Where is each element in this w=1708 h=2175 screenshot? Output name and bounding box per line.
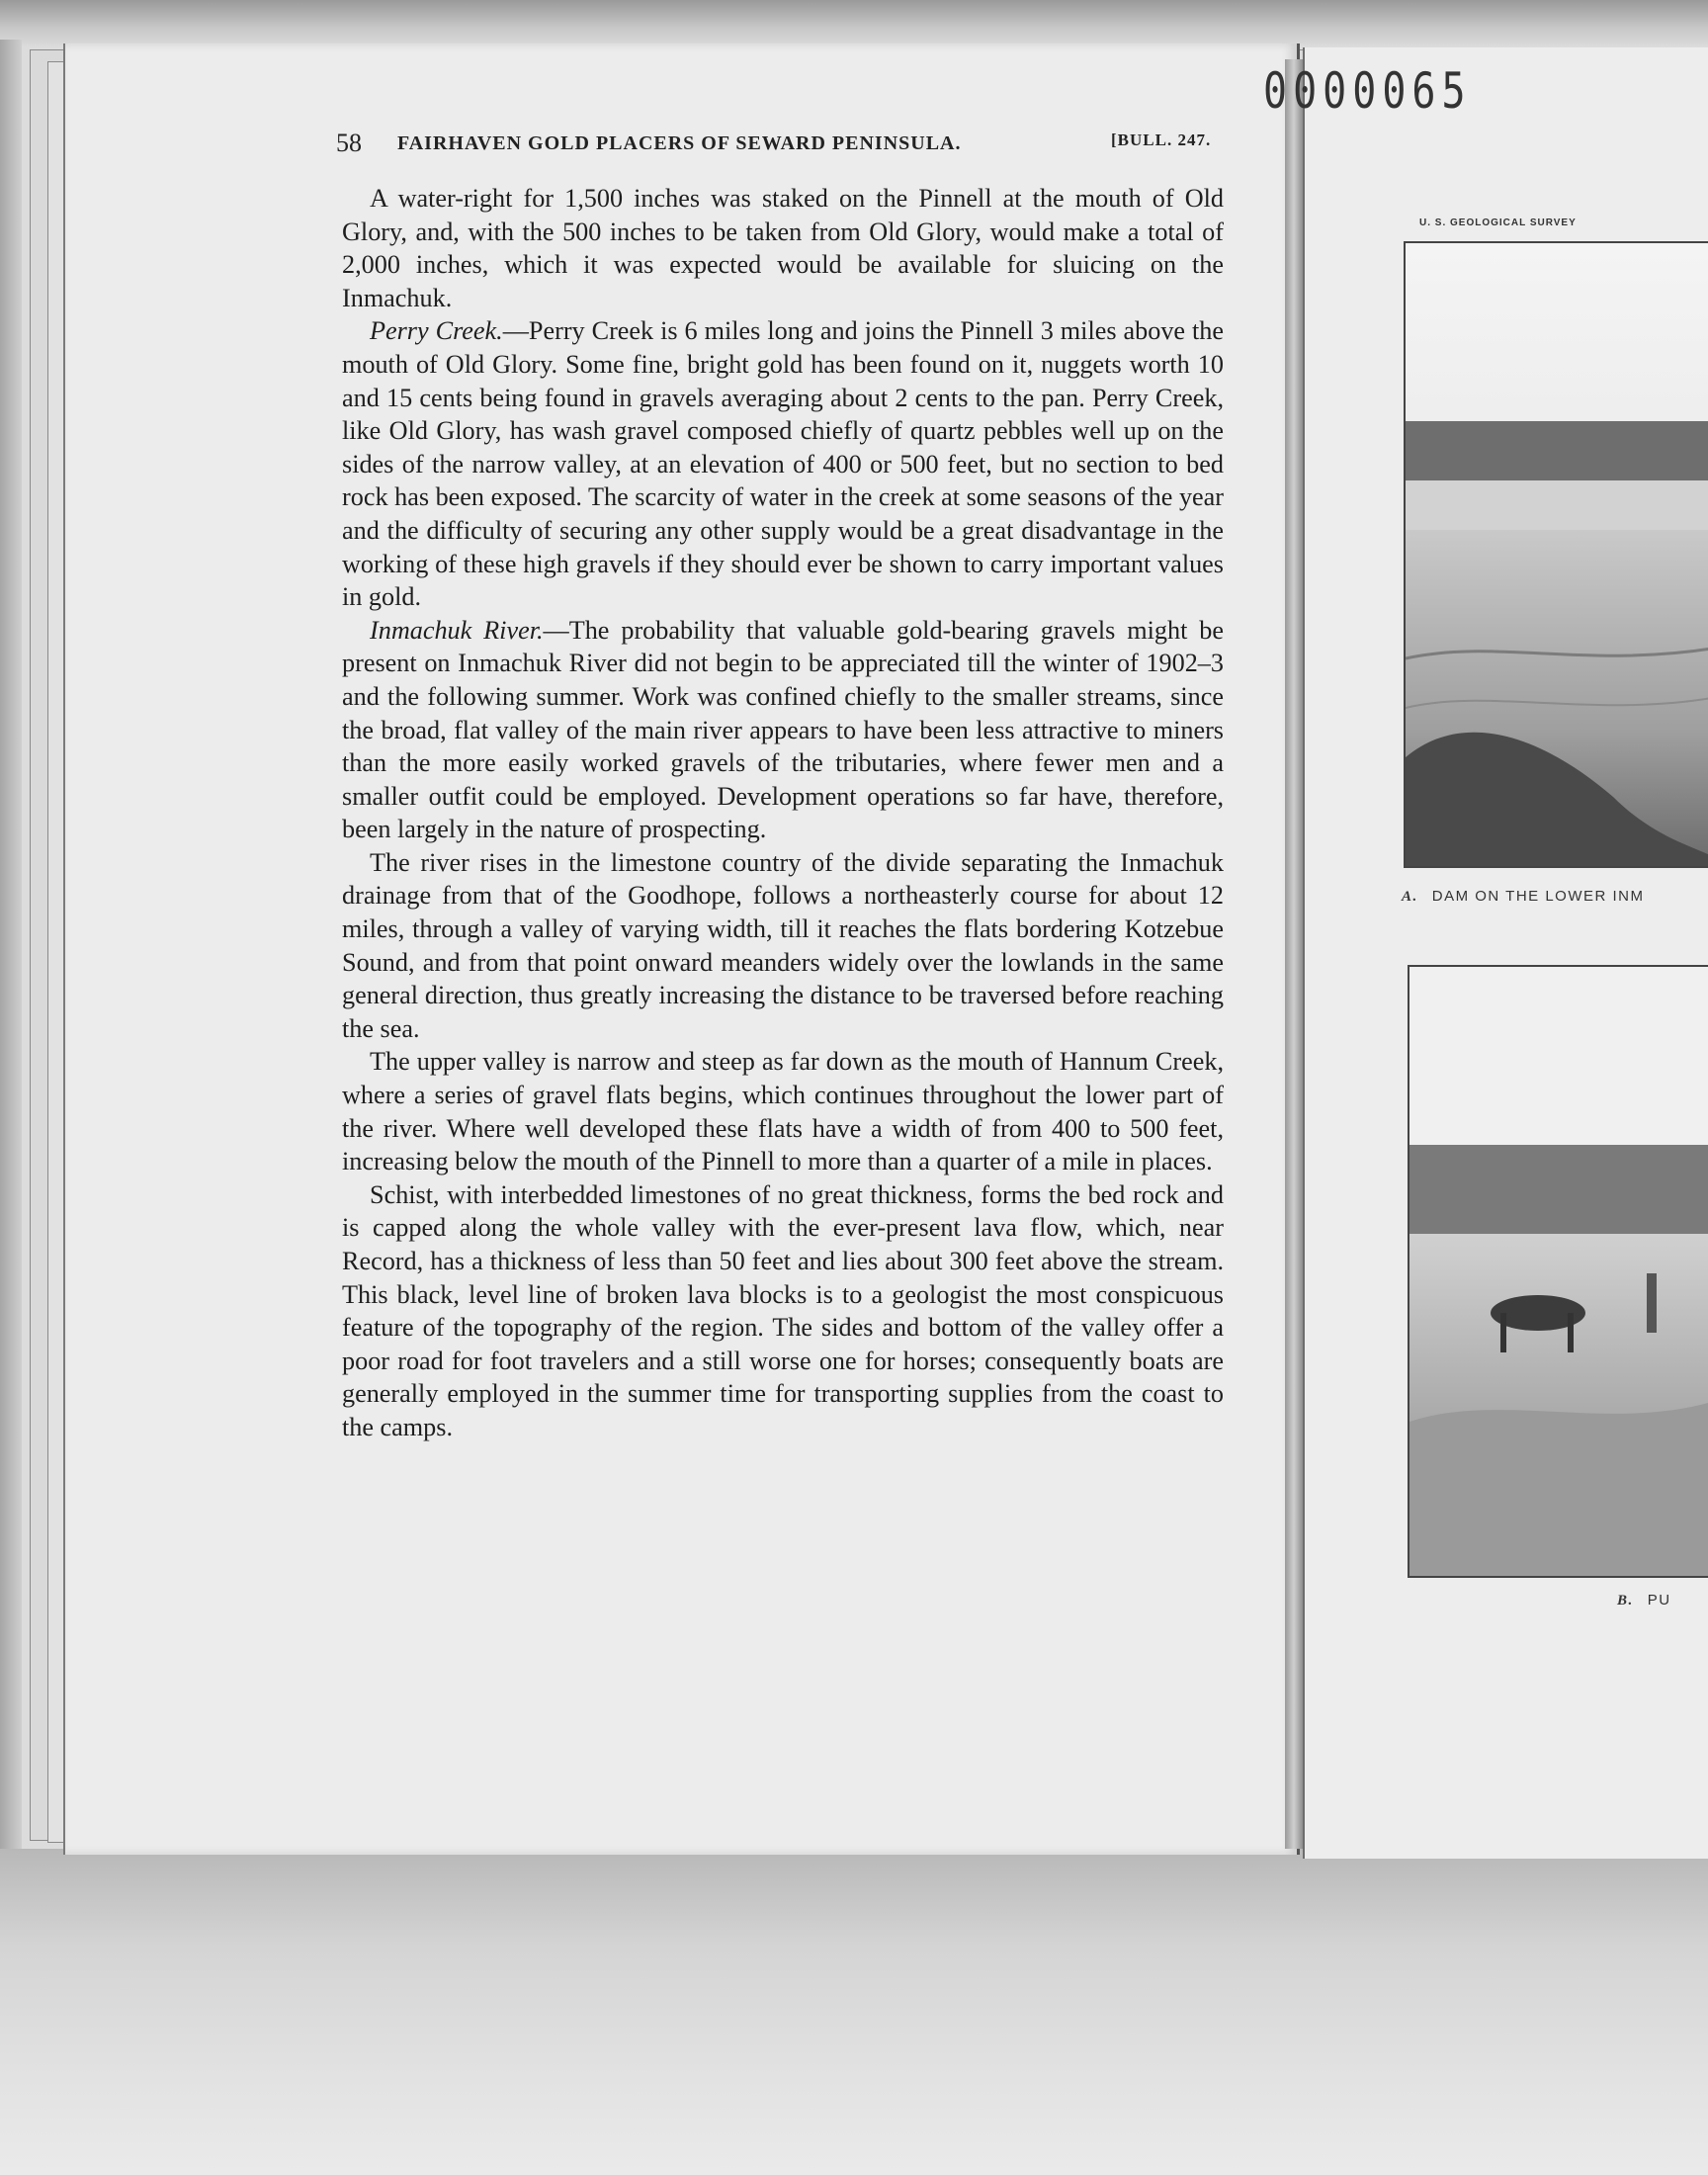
body-text bbox=[342, 182, 1224, 1444]
plate-caption-a: A. DAM ON THE LOWER INM bbox=[1402, 888, 1645, 905]
document-stamp-number: 0000065 bbox=[1263, 63, 1472, 121]
paragraph: A water-right for 1,500 inches was staked on the Pinnell at the mouth of Old Glory, and, with the 500 inches to be taken from Old Glory, would make a total of 2,000 inches, which it was expected would be available for sluicing on the Inmachuk. bbox=[342, 184, 1224, 312]
survey-label: U. S. GEOLOGICAL SURVEY bbox=[1419, 218, 1577, 228]
scan-left-margin bbox=[0, 40, 22, 1859]
scan-top-margin bbox=[0, 0, 1708, 47]
paragraph: Schist, with interbedded limestones of no great thickness, forms the bed rock and is capped along the whole valley with the ever-present lava flow, which, near Record, has a thickness of less than 50 feet and lies about 300 feet above the stream. This black, level line of broken lava blocks is to a geologist the most conspicuous feature of the topography of the region. The sides and bottom of the valley offer a poor road for foot travelers and a still worse one for horses; consequently boats are generally employed in the summer time for transporting supplies from the coast to the camps. bbox=[342, 1179, 1224, 1441]
photo-a-image bbox=[1406, 243, 1708, 866]
running-head bbox=[336, 129, 1226, 164]
running-title: FAIRHAVEN GOLD PLACERS OF SEWARD PENINSULA. bbox=[397, 132, 962, 154]
caption-letter: A. bbox=[1402, 889, 1418, 905]
paragraph: Perry Creek.—Perry Creek is 6 miles long and joins the Pinnell 3 miles above the mouth of Old Glory. Some fine, bright gold has been found on it, nuggets worth 10 and 15 cents being found in gravels averaging about 2 cents to the pan. Perry Creek, like Old Glory, has wash gravel composed chiefly of quartz pebbles well up on the sides of the narrow valley, at an elevation of 400 or 500 feet, but no section to bed rock has been exposed. The scarcity of water in the creek at some seasons of the year and the difficulty of securing any other supply would be a great disadvantage in the working of these high gravels if they should ever be shown to carry important values in gold. bbox=[342, 316, 1225, 612]
plate-photo-a bbox=[1404, 241, 1708, 868]
photo-b-image bbox=[1409, 967, 1708, 1576]
section-lead: Inmachuk River. bbox=[370, 615, 544, 645]
page-number: 58 bbox=[336, 129, 362, 157]
paragraph: The river rises in the limestone country of the divide separating the Inmachuk drainage from that of the Goodhope, follows a northeasterly course for about 12 miles, through a valley of varying width, till it reaches the flats bordering Kotzebue Sound, and from that point onward meanders widely over the lowlands in the same general direction, thus greatly increasing the distance to be traversed before reaching the sea. bbox=[342, 847, 1224, 1043]
paragraph: Inmachuk River.—The probability that valuable gold-bearing gravels might be present on Inmachuk River did not begin to be appreciated till the winter of 1902–3 and the following summer. Work was confined chiefly to the smaller streams, since the broad, flat valley of the main river appears to have been less attractive to miners than the more easily worked gravels of the tributaries, where fewer men and a smaller outfit could be employed. Development operations so far have, therefore, been largely in the nature of prospecting. bbox=[342, 615, 1224, 844]
bulletin-reference: [BULL. 247. bbox=[1111, 130, 1212, 149]
book-gutter bbox=[1285, 59, 1303, 1849]
scan-bottom-margin bbox=[0, 1849, 1708, 2175]
plate-caption-b: B. PU bbox=[1617, 1592, 1671, 1609]
section-lead: Perry Creek. bbox=[370, 316, 503, 346]
caption-letter: B. bbox=[1617, 1593, 1634, 1609]
paragraph: The upper valley is narrow and steep as far down as the mouth of Hannum Creek, where a series of gravel flats begins, which continues throughout the lower part of the river. Where well developed these flats have a width of from 400 to 500 feet, increasing below the mouth of the Pinnell to more than a quarter of a mile in places. bbox=[342, 1047, 1224, 1176]
plate-photo-b bbox=[1408, 965, 1708, 1578]
